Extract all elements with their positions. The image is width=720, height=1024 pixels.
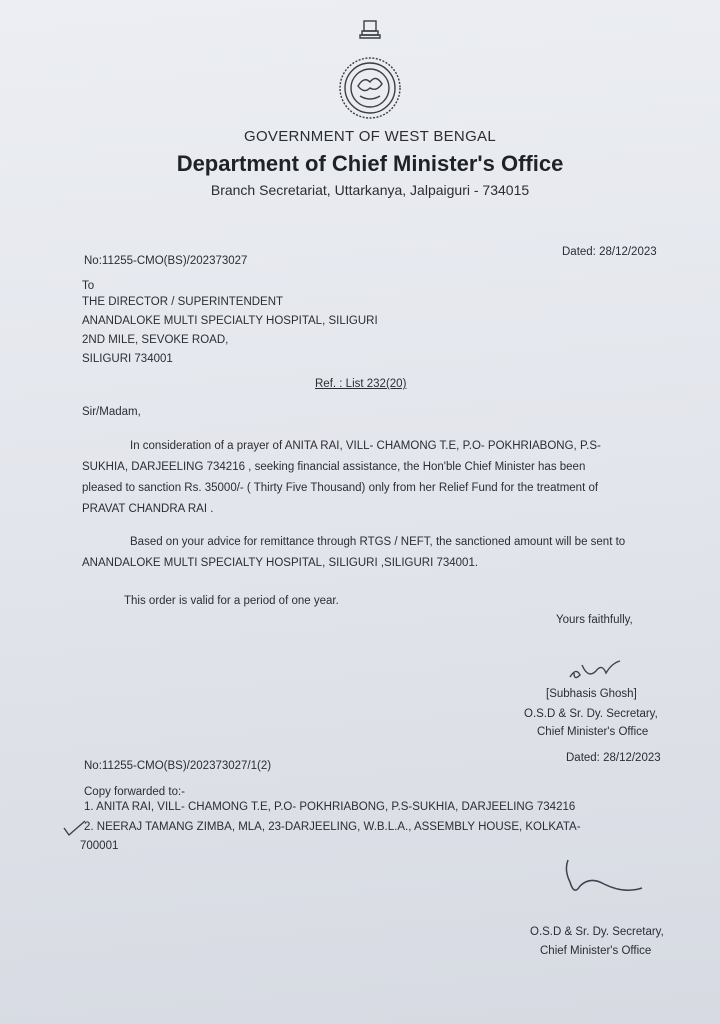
- paragraph-line: SUKHIA, DARJEELING 734216 , seeking financial assistance, the Hon'ble Chief Minister has been: [82, 461, 586, 473]
- validity-note: This order is valid for a period of one year.: [124, 595, 339, 607]
- paragraph-line: Based on your advice for remittance through RTGS / NEFT, the sanctioned amount will be sent to: [130, 536, 626, 548]
- address-line: ANANDALOKE MULTI SPECIALTY HOSPITAL, SILIGURI: [82, 315, 378, 327]
- address-line: 2ND MILE, SEVOKE ROAD,: [82, 334, 229, 346]
- copy-signatory-office: Chief Minister's Office: [540, 945, 652, 957]
- tick-mark-icon: [60, 818, 90, 840]
- department-title: Department of Chief Minister's Office: [176, 151, 564, 176]
- government-heading: GOVERNMENT OF WEST BENGAL: [244, 128, 496, 145]
- paragraph-line: In consideration of a prayer of ANITA RAI, VILL- CHAMONG T.E, P.O- POKHRIABONG, P.S-: [130, 440, 601, 452]
- copy-item: 1. ANITA RAI, VILL- CHAMONG T.E, P.O- POKHRIABONG, P.S-SUKHIA, DARJEELING 734216: [84, 801, 576, 813]
- copy-label: Copy forwarded to:-: [84, 786, 185, 798]
- signature-icon: [560, 856, 650, 906]
- paragraph-line: pleased to sanction Rs. 35000/- ( Thirty Five Thousand) only from her Relief Fund for the treatment of: [82, 482, 599, 494]
- copy-signatory-title: O.S.D & Sr. Dy. Secretary,: [530, 926, 664, 938]
- to-label: To: [82, 280, 95, 292]
- paragraph-line: PRAVAT CHANDRA RAI .: [82, 503, 214, 515]
- copy-item: 700001: [80, 840, 119, 852]
- copy-item: 2. NEERAJ TAMANG ZIMBA, MLA, 23-DARJEELING, W.B.L.A., ASSEMBLY HOUSE, KOLKATA-: [84, 821, 581, 833]
- letter-date: Dated: 28/12/2023: [562, 246, 657, 258]
- reference: Ref. : List 232(20): [315, 378, 407, 390]
- copy-memo-number: No:11255-CMO(BS)/202373027/1(2): [84, 760, 272, 772]
- branch-address: Branch Secretariat, Uttarkanya, Jalpaiguri - 734015: [210, 182, 530, 198]
- west-bengal-emblem-icon: [330, 18, 410, 128]
- address-line: THE DIRECTOR / SUPERINTENDENT: [82, 296, 284, 308]
- signatory-name: [Subhasis Ghosh]: [546, 688, 637, 700]
- memo-number: No:11255-CMO(BS)/202373027: [84, 255, 248, 267]
- paragraph-line: ANANDALOKE MULTI SPECIALTY HOSPITAL, SILIGURI ,SILIGURI 734001.: [82, 557, 479, 569]
- signatory-office: Chief Minister's Office: [537, 726, 649, 738]
- signatory-title: O.S.D & Sr. Dy. Secretary,: [524, 708, 658, 720]
- closing: Yours faithfully,: [556, 614, 633, 626]
- address-line: SILIGURI 734001: [82, 353, 173, 365]
- signature-icon: [566, 655, 626, 687]
- copy-date: Dated: 28/12/2023: [566, 752, 661, 764]
- salutation: Sir/Madam,: [82, 406, 141, 418]
